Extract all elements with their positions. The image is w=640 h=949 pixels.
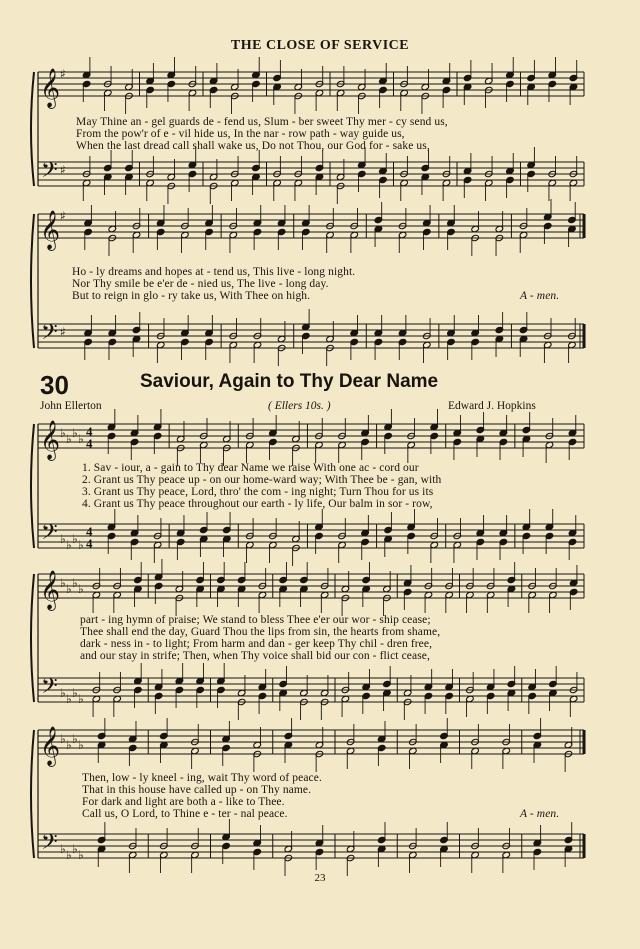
- flat-sign: ♭: [72, 842, 78, 856]
- flat-sign: ♭: [72, 686, 78, 700]
- system-brace: [31, 730, 34, 858]
- flat-sign: ♭: [60, 576, 66, 590]
- sharp-sign: ♯: [60, 67, 66, 81]
- system-brace: [31, 424, 34, 548]
- hymn-system1-verse3: 3. Grant us Thy peace, Lord, thro' the com - ing night; Turn Thou for us its: [82, 486, 434, 498]
- flat-sign: ♭: [60, 732, 66, 746]
- flat-sign: ♭: [78, 432, 84, 446]
- flat-sign: ♭: [78, 692, 84, 706]
- flat-sign: ♭: [60, 532, 66, 546]
- flat-sign: ♭: [60, 842, 66, 856]
- hymn-system1-verse4: 4. Grant us Thy peace throughout our earth - ly life, Our balm in sor - row,: [82, 498, 433, 510]
- flat-sign: ♭: [72, 732, 78, 746]
- close-amen-label: A - men.: [520, 290, 560, 302]
- hymn-tune-name: ( Ellers 10s. ): [268, 400, 331, 412]
- flat-sign: ♭: [72, 426, 78, 440]
- flat-sign: ♭: [78, 738, 84, 752]
- hymn-number: 30: [40, 370, 69, 400]
- system-brace: [31, 72, 34, 186]
- treble-clef: 𝄞: [40, 210, 61, 250]
- flat-sign: ♭: [78, 582, 84, 596]
- hymn-system2-verse1: part - ing hymn of praise; We stand to bless Thee e'er our wor - ship cease;: [80, 614, 431, 626]
- hymn-title: Saviour, Again to Thy Dear Name: [140, 371, 439, 392]
- flat-sign: ♭: [66, 738, 72, 752]
- bass-clef: 𝄢: [41, 158, 58, 188]
- flat-sign: ♭: [72, 576, 78, 590]
- hymn-system3-verse2: That in this house have called up - on Thy name.: [82, 784, 312, 796]
- section-heading: THE CLOSE OF SERVICE: [230, 38, 410, 53]
- hymn-system3-verse4: Call us, O Lord, to Thine e - ter - nal peace.: [82, 808, 288, 820]
- hymn-amen-label: A - men.: [520, 808, 560, 820]
- flat-sign: ♭: [66, 432, 72, 446]
- hymn-author: John Ellerton: [40, 400, 102, 412]
- flat-sign: ♭: [78, 538, 84, 552]
- hymn-composer: Edward J. Hopkins: [448, 400, 536, 412]
- bass-clef: 𝄢: [41, 674, 58, 704]
- treble-clef: 𝄞: [40, 726, 61, 766]
- flat-sign: ♭: [60, 426, 66, 440]
- time-signature: 4: [86, 536, 93, 551]
- bass-clef: 𝄢: [41, 520, 58, 550]
- sharp-sign: ♯: [60, 209, 66, 223]
- flat-sign: ♭: [78, 848, 84, 862]
- treble-clef: 𝄞: [40, 570, 61, 610]
- bass-clef: 𝄢: [41, 320, 58, 350]
- sharp-sign: ♯: [60, 163, 66, 177]
- treble-clef: 𝄞: [40, 68, 61, 108]
- close-system1-verse3: When the last dread call shall wake us, Do not Thou, our God for - sake us,: [76, 140, 430, 152]
- bass-clef: 𝄢: [41, 830, 58, 860]
- flat-sign: ♭: [66, 582, 72, 596]
- close-system1-verse2: From the pow'r of e - vil hide us, In the nar - row path - way guide us,: [76, 128, 405, 140]
- close-system2-verse3: But to reign in glo - ry take us, With Thee on high.: [72, 290, 311, 302]
- hymn-system1-verse1: 1. Sav - iour, a - gain to Thy dear Name we raise With one ac - cord our: [82, 462, 419, 474]
- system-brace: [31, 574, 34, 702]
- hymn-system1-verse2: 2. Grant us Thy peace up - on our home-ward way; With Thee be - gan, with: [82, 474, 442, 486]
- sharp-sign: ♯: [60, 325, 66, 339]
- hymn-system2-verse3: dark - ness in - to light; From harm and dan - ger keep Thy chil - dren free,: [80, 638, 433, 650]
- time-signature: 4: [86, 424, 93, 439]
- system-brace: [31, 214, 34, 348]
- flat-sign: ♭: [72, 532, 78, 546]
- hymn-system2-verse2: Thee shall end the day, Guard Thou the lips from sin, the hearts from shame,: [80, 626, 441, 638]
- flat-sign: ♭: [60, 686, 66, 700]
- page-number: 23: [314, 872, 326, 884]
- hymn-system2-verse4: and our stay in strife; Then, when Thy voice shall bid our con - flict cease,: [80, 650, 430, 662]
- flat-sign: ♭: [66, 692, 72, 706]
- close-system2-verse1: Ho - ly dreams and hopes at - tend us, This live - long night.: [72, 266, 356, 278]
- close-system2-verse2: Nor Thy smile be e'er de - nied us, The live - long day.: [72, 278, 329, 290]
- hymn-system3-verse3: For dark and light are both a - like to Thee.: [82, 796, 285, 808]
- time-signature: 4: [86, 524, 93, 539]
- hymn-system3-verse1: Then, low - ly kneel - ing, wait Thy word of peace.: [82, 772, 322, 784]
- close-system1-verse1: May Thine an - gel guards de - fend us, Slum - ber sweet Thy mer - cy send us,: [76, 116, 448, 128]
- flat-sign: ♭: [66, 848, 72, 862]
- treble-clef: 𝄞: [40, 420, 61, 460]
- time-signature: 4: [86, 436, 93, 451]
- flat-sign: ♭: [66, 538, 72, 552]
